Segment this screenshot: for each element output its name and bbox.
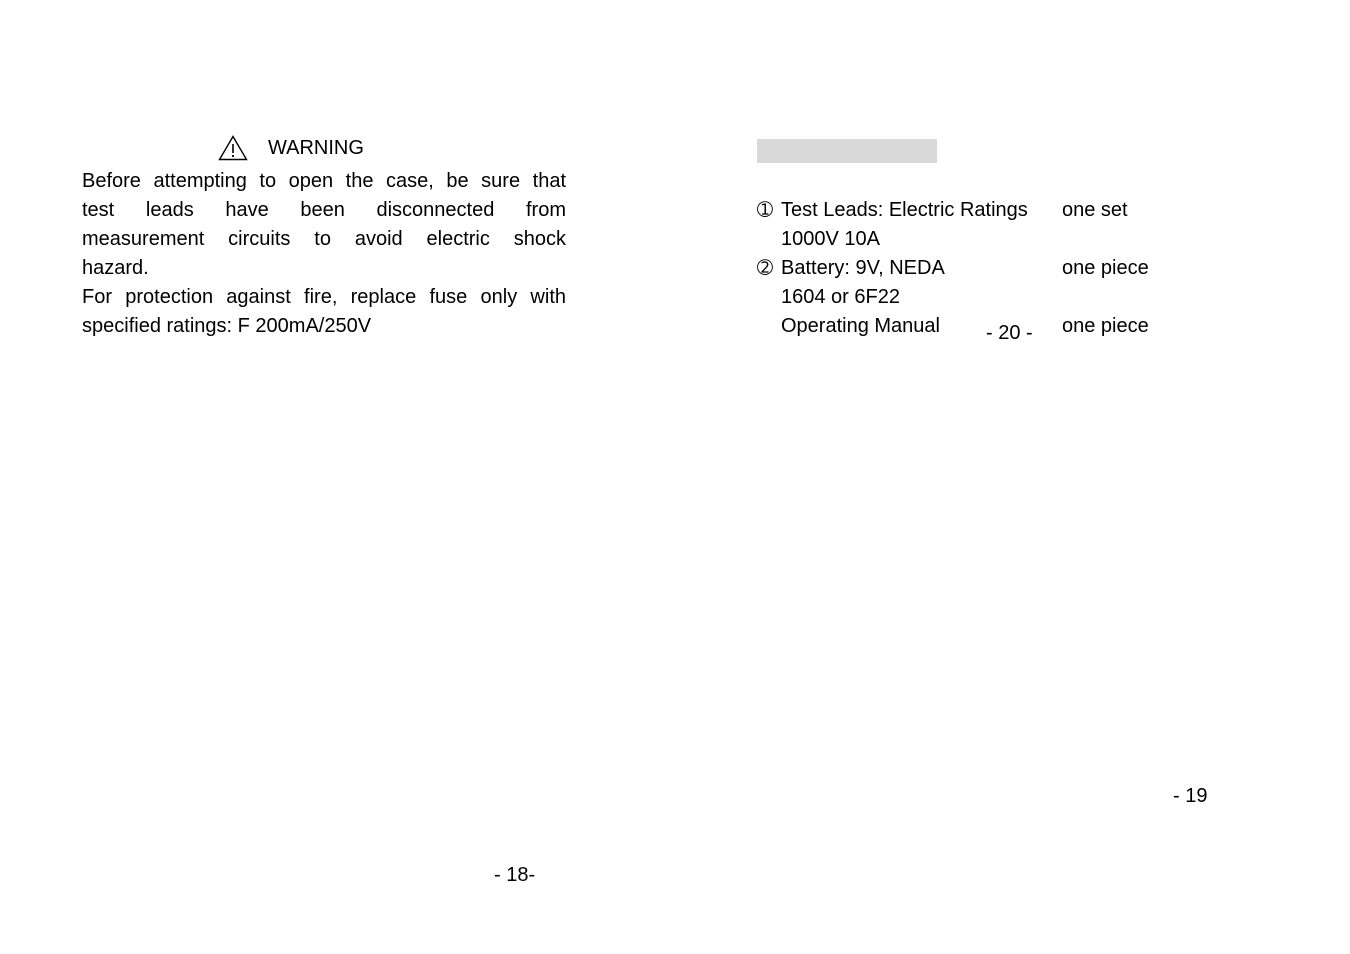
fire-line-1: For protection against fire, replace fuse only with xyxy=(82,286,566,308)
item-description: Test Leads: Electric Ratings xyxy=(781,199,1028,221)
warning-line-1: Before attempting to open the case, be sure that xyxy=(82,170,566,192)
fire-line-2: specified ratings: F 200mA/250V xyxy=(82,315,372,337)
item-description: Operating Manual xyxy=(781,315,940,337)
warning-line-2: test leads have been disconnected from xyxy=(82,199,566,221)
section-heading-bar xyxy=(757,139,937,163)
item-quantity: one piece xyxy=(1062,315,1149,337)
item-marker: ➁ xyxy=(757,258,773,279)
warning-body xyxy=(82,167,566,341)
item-description-cont: 1604 or 6F22 xyxy=(781,286,900,308)
item-marker: ➀ xyxy=(757,200,773,221)
page-number-right: - 19 xyxy=(1173,785,1208,807)
warning-line-3: measurement circuits to avoid electric shock xyxy=(82,228,566,250)
item-description: Battery: 9V, NEDA xyxy=(781,257,945,279)
item-quantity: one set xyxy=(1062,199,1128,221)
warning-title: WARNING xyxy=(268,136,364,159)
page-number-left: - 18- xyxy=(494,864,536,886)
warning-line-4: hazard. xyxy=(82,257,149,279)
item-quantity: one piece xyxy=(1062,257,1149,279)
warning-heading xyxy=(218,135,364,161)
item-description-cont: 1000V 10A xyxy=(781,228,880,250)
page-number-inner: - 20 - xyxy=(986,322,1033,344)
warning-triangle-icon xyxy=(218,135,248,161)
